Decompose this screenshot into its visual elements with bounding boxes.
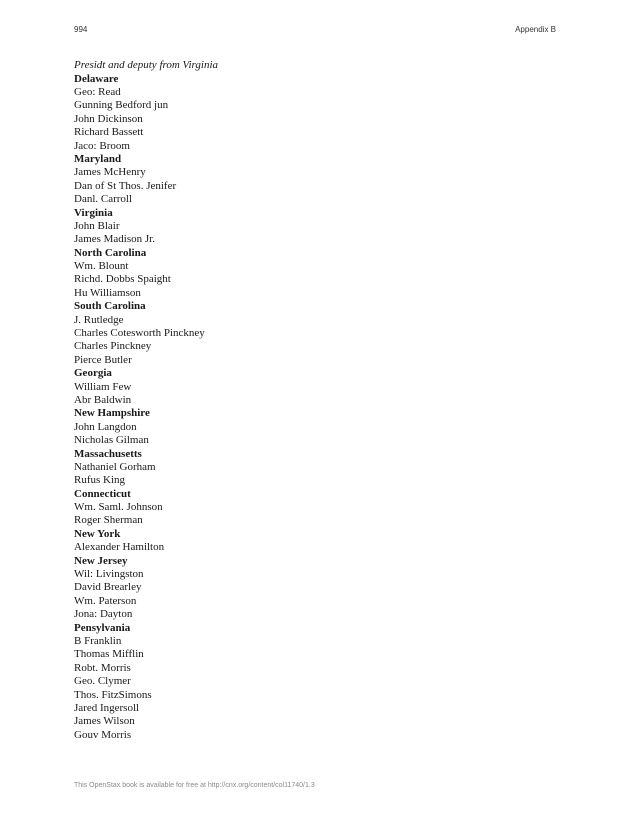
signer-name: James Madison Jr. <box>74 233 155 246</box>
signer-name: Jona: Dayton <box>74 608 133 621</box>
states-container <box>74 73 554 743</box>
signer-name: Thomas Mifflin <box>74 648 144 661</box>
state-group <box>74 73 554 153</box>
state-group <box>74 448 554 488</box>
signer-name: Alexander Hamilton <box>74 541 165 554</box>
signer-name: Danl. Carroll <box>74 193 133 206</box>
signer-name: Dan of St Thos. Jenifer <box>74 179 177 192</box>
state-name: South Carolina <box>74 300 146 313</box>
signer-name: Nicholas Gilman <box>74 434 149 447</box>
signer-name: William Few <box>74 380 132 393</box>
signer-name: Wm. Saml. Johnson <box>74 501 163 514</box>
intro-line: Presidt and deputy from Virginia <box>74 59 219 71</box>
signer-name: Roger Sherman <box>74 514 143 527</box>
state-name: Virginia <box>74 206 113 219</box>
state-group <box>74 407 554 447</box>
signer-list <box>74 461 554 488</box>
signer-name: Jaco: Broom <box>74 139 130 152</box>
signer-name: Gouv Morris <box>74 728 132 741</box>
signer-list <box>74 541 554 554</box>
signer-name: Rufus King <box>74 474 126 487</box>
signers-list <box>74 58 554 742</box>
state-name: New York <box>74 527 121 540</box>
signer-list <box>74 501 554 528</box>
signer-name: Gunning Bedford jun <box>74 99 169 112</box>
state-name: Delaware <box>74 72 119 85</box>
signer-name: Nathaniel Gorham <box>74 460 156 473</box>
signer-name: Charles Cotesworth Pinckney <box>74 327 205 340</box>
state-group <box>74 555 554 622</box>
state-name: Maryland <box>74 152 122 165</box>
signer-name: Abr Baldwin <box>74 393 132 406</box>
signer-list <box>74 635 554 742</box>
state-name: Pensylvania <box>74 621 131 634</box>
state-group <box>74 300 554 367</box>
state-group <box>74 207 554 247</box>
signer-list <box>74 421 554 448</box>
signer-list <box>74 86 554 153</box>
state-name: Massachusetts <box>74 447 142 460</box>
signer-name: Wil: Livingston <box>74 568 144 581</box>
state-name: North Carolina <box>74 246 147 259</box>
running-head: Appendix B <box>515 25 556 34</box>
state-group <box>74 622 554 743</box>
signer-name: David Brearley <box>74 581 142 594</box>
state-name: Connecticut <box>74 487 131 500</box>
signer-name: J. Rutledge <box>74 313 124 326</box>
signer-name: Hu Williamson <box>74 286 141 299</box>
signer-list <box>74 220 554 247</box>
signer-name: John Dickinson <box>74 112 143 125</box>
state-name: Georgia <box>74 367 112 380</box>
signer-name: Thos. FitzSimons <box>74 688 152 701</box>
page-number: 994 <box>74 25 88 34</box>
signer-list <box>74 568 554 622</box>
state-group <box>74 247 554 301</box>
state-name: New Jersey <box>74 554 128 567</box>
signer-name: John Langdon <box>74 420 137 433</box>
signer-name: Wm. Blount <box>74 260 129 273</box>
state-group <box>74 367 554 407</box>
signer-name: Geo: Read <box>74 85 121 98</box>
signer-name: Richd. Dobbs Spaight <box>74 273 171 286</box>
signer-name: John Blair <box>74 219 120 232</box>
state-group <box>74 528 554 555</box>
signer-list <box>74 381 554 408</box>
signer-list <box>74 260 554 300</box>
signer-name: Jared Ingersoll <box>74 701 140 714</box>
state-name: New Hampshire <box>74 407 150 420</box>
state-group <box>74 488 554 528</box>
state-group <box>74 153 554 207</box>
signer-name: Wm. Paterson <box>74 594 137 607</box>
signer-name: James McHenry <box>74 166 146 179</box>
signer-name: Richard Bassett <box>74 126 144 139</box>
signer-list <box>74 166 554 206</box>
signer-name: Pierce Butler <box>74 353 132 366</box>
signer-name: Robt. Morris <box>74 661 131 674</box>
signer-name: James Wilson <box>74 715 135 728</box>
signer-name: B Franklin <box>74 635 122 647</box>
signer-name: Charles Pinckney <box>74 340 152 353</box>
signer-list <box>74 314 554 368</box>
footer-note: This OpenStax book is available for free at http://cnx.org/content/col11740/1.3 <box>74 782 315 789</box>
signer-name: Geo. Clymer <box>74 675 131 688</box>
